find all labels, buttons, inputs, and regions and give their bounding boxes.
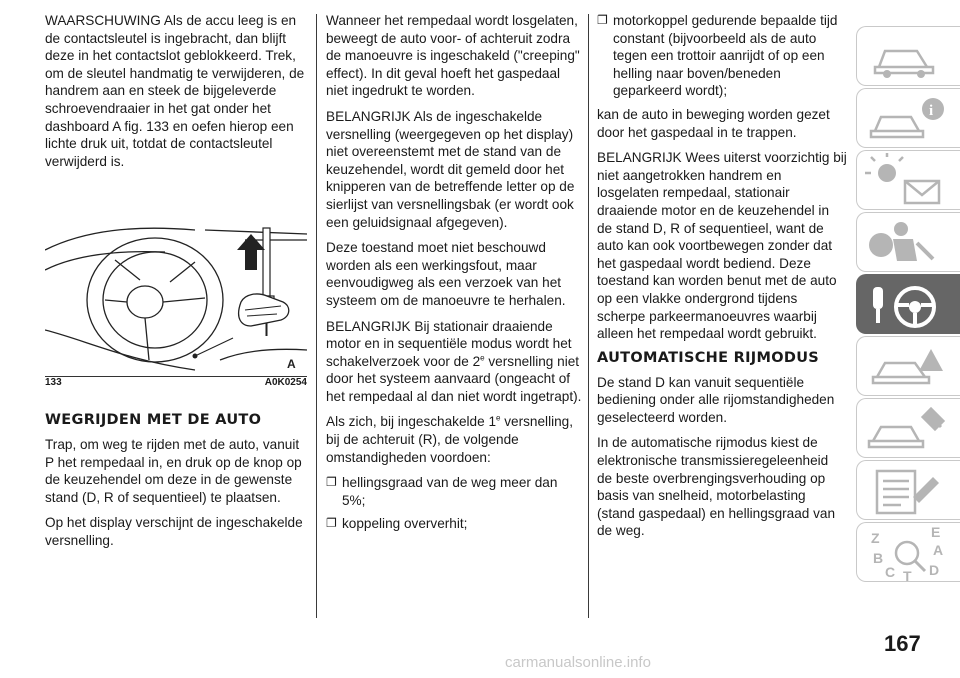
figure-label-a: A [287, 357, 296, 371]
tab-car-overview[interactable] [856, 26, 960, 86]
paragraph: Trap, om weg te rijden met de auto, vanuit P het rempedaal in, en druk op de knop op de keuzehendel om deze in de gewenste stand (D, R of sequentieel) te plaatsen. [45, 437, 302, 505]
index-letter: C [885, 564, 896, 580]
tab-technical-data[interactable] [856, 460, 960, 520]
column-divider [316, 14, 317, 618]
car-emergency-icon [857, 337, 960, 397]
dashboard-illustration [45, 210, 307, 376]
car-maintenance-icon [857, 399, 960, 459]
paragraph: Op het display verschijnt de ingeschakelde versnelling. [45, 515, 303, 548]
index-icon [857, 523, 960, 583]
index-letter: T [903, 568, 912, 583]
checkbox-bullet: ❐ [597, 13, 608, 27]
list-item: ❐ hellingsgraad van de weg meer dan 5%; [326, 475, 558, 508]
list-item: ❐ koppeling oververhit; [326, 516, 468, 532]
tab-warning-lights[interactable] [856, 150, 960, 210]
paragraph: In de automatische rijmodus kiest de elektronische transmissieregeleenheid de beste overbrengingsverhouding op basis van snelheid, motorbelasting (stand gaspedaal) en hellingsgraad van de weg. [597, 435, 836, 539]
column-right [597, 12, 847, 548]
figure-number: 133 [45, 377, 62, 388]
figure-caption [45, 377, 307, 388]
tab-starting-driving[interactable] [856, 274, 960, 334]
car-info-icon [857, 89, 960, 149]
list-item: ❐ motorkoppel gedurende bepaalde tijd constant (bijvoorbeeld als de auto tegen een trottoir aanrijdt of op een helling naar boven/beneden geparkeerd wordt); [597, 13, 838, 99]
paragraph: BELANGRIJK Als de ingeschakelde versnelling (weergegeven op het display) niet overeenstemt met de stand van de keuzehendel, wordt dit gemeld door het knipperen van de betreffende letter op de sierlijst van versnellingsbak (er wordt ook een geluidsignaal afgegeven). [326, 108, 575, 230]
warning-lights-icon [857, 151, 960, 211]
car-overview-icon [857, 27, 960, 87]
paragraph: De stand D kan vanuit sequentiële bediening onder alle rijomstandigheden geselecteerd worden. [597, 374, 835, 425]
checklist-icon [857, 461, 960, 521]
tab-index[interactable] [856, 522, 960, 582]
index-letter: E [931, 524, 941, 540]
paragraph: BELANGRIJK Wees uiterst voorzichtig bij niet aangetrokken handrem en losgelaten rempedaal, stationair draaiende motor en de keuzehendel in de stand D, R of sequentieel, want de auto kan ook voortbewegen zonder dat het gaspedaal wordt bediend. Deze toestand kan worden benut met de auto op een vlakke ondergrond tijdens scherpe parkeermanoeuvres waarbij alleen het rempedaal wordt gebruikt. [597, 150, 847, 342]
page-number: 167 [884, 631, 921, 656]
paragraph: kan de auto in beweging worden gezet door het gaspedaal in te trappen. [597, 106, 830, 140]
checkbox-bullet: ❐ [326, 516, 337, 531]
paragraph: Als zich, bij ingeschakelde 1e versnelling, bij de achteruit (R), de volgende omstandigheden voordoen: [326, 413, 574, 465]
paragraph: BELANGRIJK Bij stationair draaiende motor en in sequentiële modus wordt het schakelverzoek voor de 2e versnelling niet door het systeem aanvaard (ongeacht of het rempedaal al dan niet wordt ingetrapt). [326, 318, 582, 404]
tab-emergency[interactable] [856, 336, 960, 396]
index-letter: D [929, 562, 940, 578]
figure-code: A0K0254 [264, 377, 307, 388]
column-middle [326, 12, 582, 539]
column-divider [588, 14, 589, 618]
column-left [45, 12, 307, 178]
paragraph: Deze toestand moet niet beschouwd worden als een werkingsfout, maar eenvoudigweg als een verzoek van het systeem om de manoeuvre te herhalen. [326, 240, 566, 308]
airbag-safety-icon [857, 213, 960, 273]
section-heading-automatische-rijmodus: AUTOMATISCHE RIJMODUS [597, 349, 820, 366]
column-left-lower [45, 413, 307, 558]
tab-airbag-safety[interactable] [856, 212, 960, 272]
paragraph: Wanneer het rempedaal wordt losgelaten, beweegt de auto voor- of achteruit zodra de manoeuvre is ingeschakeld ("creeping" effect). In dit geval hoeft het gaspedaal niet ingedrukt te worden. [326, 13, 580, 99]
tab-maintenance[interactable] [856, 398, 960, 458]
index-letter: A [933, 542, 944, 558]
warning-paragraph: WAARSCHUWING Als de accu leeg is en de contactsleutel is ingebracht, dan blijft deze in het contactslot geblokkeerd. Trek, om de sleutel handmatig te verwijderen, de handrem aan en steek de bijgeleverde schroevendraaier in het gat onder het dashboard A fig. 133 en oefen hierop een lichte druk uit, totdat de contactsleutel verwijderd is. [45, 13, 305, 169]
figure-frame [45, 210, 307, 377]
tab-car-info[interactable] [856, 88, 960, 148]
steering-wheel-key-icon [857, 275, 960, 335]
watermark: carmanualsonline.info [505, 654, 651, 671]
svg-text:i: i [929, 103, 934, 119]
figure-133 [45, 210, 307, 393]
index-letter: Z [871, 530, 880, 546]
section-heading-wegrijden: WEGRIJDEN MET DE AUTO [45, 412, 262, 428]
checkbox-bullet: ❐ [326, 475, 337, 490]
index-letter: B [873, 550, 884, 566]
